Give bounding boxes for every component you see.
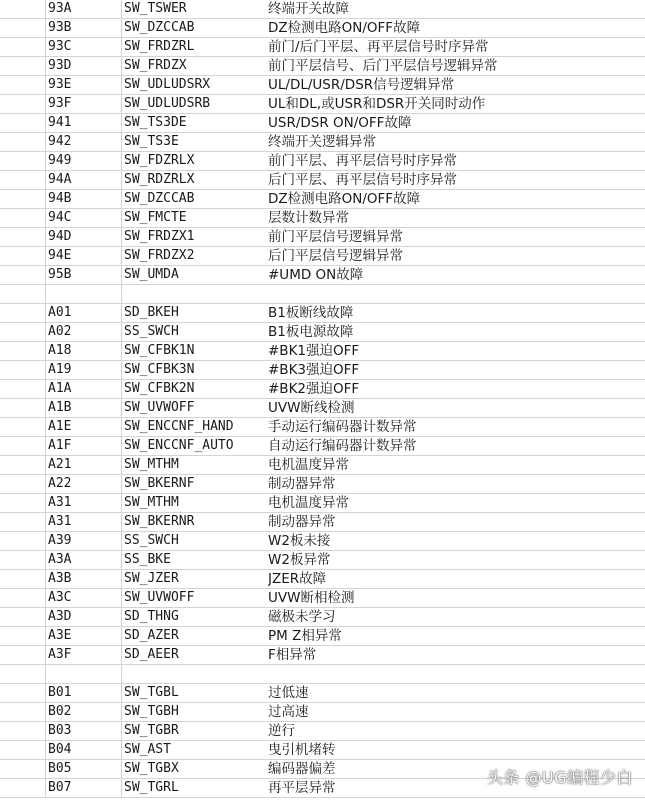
empty-cell	[0, 152, 45, 170]
signal-name-cell: SW_TGBX	[124, 761, 179, 776]
signal-name-cell: SW_FRDZRL	[124, 39, 195, 54]
empty-cell	[0, 779, 45, 797]
error-code-cell: B03	[48, 723, 72, 738]
description-cell: 过高速	[268, 704, 309, 720]
table-row	[0, 19, 645, 38]
table-row	[0, 665, 645, 684]
signal-name-cell: SW_FRDZX1	[124, 229, 195, 244]
signal-name-cell: SS_SWCH	[124, 324, 179, 339]
error-code-cell: A3D	[48, 609, 72, 624]
signal-name-cell: SW_TS3DE	[124, 115, 187, 130]
error-code-cell: B04	[48, 742, 72, 757]
table-row	[0, 399, 645, 418]
signal-name-cell: SW_AST	[124, 742, 171, 757]
empty-cell	[0, 38, 45, 56]
signal-name-cell: SW_CFBK1N	[124, 343, 195, 358]
error-code-cell	[48, 665, 120, 683]
table-row	[0, 570, 645, 589]
empty-cell	[0, 95, 45, 113]
signal-name-cell	[124, 665, 264, 683]
description-cell: #BK3强迫OFF	[268, 362, 360, 378]
signal-name-cell: SW_ENCCNF_AUTO	[124, 438, 234, 453]
empty-cell	[0, 456, 45, 474]
error-code-cell: 93D	[48, 58, 72, 73]
empty-cell	[0, 551, 45, 569]
table-row	[0, 380, 645, 399]
signal-name-cell: SW_MTHM	[124, 495, 179, 510]
error-code-cell: A3F	[48, 647, 72, 662]
description-cell: JZER故障	[268, 571, 327, 587]
empty-cell	[0, 665, 45, 683]
description-cell	[268, 285, 645, 303]
table-row	[0, 209, 645, 228]
empty-cell	[0, 741, 45, 759]
table-row	[0, 38, 645, 57]
signal-name-cell: SW_ENCCNF_HAND	[124, 419, 234, 434]
table-row	[0, 95, 645, 114]
empty-cell	[0, 570, 45, 588]
table-row	[0, 456, 645, 475]
signal-name-cell: SD_AEER	[124, 647, 179, 662]
empty-cell	[0, 760, 45, 778]
table-row	[0, 608, 645, 627]
error-code-cell: A21	[48, 457, 72, 472]
description-cell: 后门平层、再平层信号时序异常	[268, 172, 457, 188]
description-cell: 过低速	[268, 685, 309, 701]
error-code-cell: A3E	[48, 628, 72, 643]
error-code-cell: A39	[48, 533, 72, 548]
table-row	[0, 475, 645, 494]
table-row	[0, 285, 645, 304]
signal-name-cell: SW_BKERNF	[124, 476, 195, 491]
description-cell: UL和DL,或USR和DSR开关同时动作	[268, 96, 486, 112]
empty-cell	[0, 304, 45, 322]
empty-cell	[0, 342, 45, 360]
description-cell: USR/DSR ON/OFF故障	[268, 115, 412, 131]
table-row	[0, 57, 645, 76]
signal-name-cell: SW_UMDA	[124, 267, 179, 282]
error-code-cell: A02	[48, 324, 72, 339]
empty-cell	[0, 76, 45, 94]
empty-cell	[0, 475, 45, 493]
empty-cell	[0, 684, 45, 702]
error-code-cell: A1A	[48, 381, 72, 396]
error-code-cell: B07	[48, 780, 72, 795]
error-code-cell: 93B	[48, 20, 72, 35]
signal-name-cell: SS_SWCH	[124, 533, 179, 548]
error-code-cell	[48, 285, 120, 303]
empty-cell	[0, 19, 45, 37]
empty-cell	[0, 323, 45, 341]
signal-name-cell: SW_TGRL	[124, 780, 179, 795]
description-cell: 电机温度异常	[268, 457, 349, 473]
description-cell: UL/DL/USR/DSR信号逻辑异常	[268, 77, 455, 93]
error-code-cell: A1F	[48, 438, 72, 453]
empty-cell	[0, 703, 45, 721]
empty-cell	[0, 722, 45, 740]
table-row	[0, 76, 645, 95]
signal-name-cell: SW_TSWER	[124, 1, 187, 16]
error-code-cell: 93E	[48, 77, 72, 92]
description-cell: 再平层异常	[268, 780, 336, 796]
table-row	[0, 722, 645, 741]
table-row	[0, 342, 645, 361]
description-cell: 编码器偏差	[268, 761, 336, 777]
signal-name-cell: SW_UVWOFF	[124, 400, 195, 415]
table-row	[0, 494, 645, 513]
table-row	[0, 741, 645, 760]
empty-cell	[0, 57, 45, 75]
description-cell: 层数计数异常	[268, 210, 349, 226]
empty-cell	[0, 171, 45, 189]
table-row	[0, 551, 645, 570]
signal-name-cell: SW_TGBR	[124, 723, 179, 738]
error-code-cell: A1B	[48, 400, 72, 415]
error-code-cell: A01	[48, 305, 72, 320]
description-cell: PM Z相异常	[268, 628, 342, 644]
empty-cell	[0, 133, 45, 151]
description-cell: 逆行	[268, 723, 295, 739]
error-code-cell: 94A	[48, 172, 72, 187]
empty-cell	[0, 494, 45, 512]
error-code-cell: B05	[48, 761, 72, 776]
error-code-cell: A31	[48, 514, 72, 529]
signal-name-cell: SD_BKEH	[124, 305, 179, 320]
empty-cell	[0, 627, 45, 645]
empty-cell	[0, 380, 45, 398]
table-row	[0, 627, 645, 646]
description-cell: B1板断线故障	[268, 305, 354, 321]
error-code-cell: 93C	[48, 39, 72, 54]
error-code-cell: A19	[48, 362, 72, 377]
description-cell: 制动器异常	[268, 514, 336, 530]
error-code-cell: A18	[48, 343, 72, 358]
signal-name-cell: SW_UVWOFF	[124, 590, 195, 605]
error-code-cell: A3C	[48, 590, 72, 605]
description-cell: #BK1强迫OFF	[268, 343, 360, 359]
table-row	[0, 361, 645, 380]
signal-name-cell: SW_FRDZX	[124, 58, 187, 73]
table-row	[0, 114, 645, 133]
empty-cell	[0, 190, 45, 208]
signal-name-cell: SS_BKE	[124, 552, 171, 567]
description-cell: 终端开关逻辑异常	[268, 134, 376, 150]
description-cell: B1板电源故障	[268, 324, 354, 340]
empty-cell	[0, 209, 45, 227]
table-row	[0, 532, 645, 551]
table-row	[0, 684, 645, 703]
signal-name-cell	[124, 285, 264, 303]
error-code-cell: A22	[48, 476, 72, 491]
description-cell: 前门平层信号、后门平层信号逻辑异常	[268, 58, 498, 74]
error-code-cell: 942	[48, 134, 72, 149]
signal-name-cell: SW_JZER	[124, 571, 179, 586]
description-cell: 制动器异常	[268, 476, 336, 492]
error-code-cell: 941	[48, 115, 72, 130]
description-cell: W2板未接	[268, 533, 331, 549]
table-row	[0, 228, 645, 247]
description-cell: UVW断线检测	[268, 400, 355, 416]
signal-name-cell: SD_THNG	[124, 609, 179, 624]
signal-name-cell: SW_DZCCAB	[124, 20, 195, 35]
description-cell: #UMD ON故障	[268, 267, 364, 283]
table-row	[0, 247, 645, 266]
error-code-cell: A3A	[48, 552, 72, 567]
table-row	[0, 418, 645, 437]
description-cell: W2板异常	[268, 552, 331, 568]
signal-name-cell: SW_TGBL	[124, 685, 179, 700]
table-row	[0, 152, 645, 171]
empty-cell	[0, 418, 45, 436]
description-cell: 前门平层信号逻辑异常	[268, 229, 403, 245]
error-code-cell: A31	[48, 495, 72, 510]
signal-name-cell: SW_TS3E	[124, 134, 179, 149]
empty-cell	[0, 608, 45, 626]
empty-cell	[0, 437, 45, 455]
error-code-cell: 949	[48, 153, 72, 168]
signal-name-cell: SW_BKERNR	[124, 514, 195, 529]
description-cell: 后门平层信号逻辑异常	[268, 248, 403, 264]
table-row	[0, 513, 645, 532]
empty-cell	[0, 589, 45, 607]
empty-cell	[0, 0, 45, 18]
signal-name-cell: SW_CFBK2N	[124, 381, 195, 396]
description-cell: 终端开关故障	[268, 1, 349, 17]
table-row	[0, 133, 645, 152]
error-code-cell: A1E	[48, 419, 72, 434]
description-cell: #BK2强迫OFF	[268, 381, 360, 397]
empty-cell	[0, 228, 45, 246]
table-row	[0, 0, 645, 19]
signal-name-cell: SW_UDLUDSRB	[124, 96, 211, 111]
description-cell: DZ检测电路ON/OFF故障	[268, 20, 421, 36]
error-code-cell: A3B	[48, 571, 72, 586]
watermark: 头条 @UG编程少白	[486, 768, 633, 787]
signal-name-cell: SW_TGBH	[124, 704, 179, 719]
empty-cell	[0, 646, 45, 664]
empty-cell	[0, 532, 45, 550]
empty-cell	[0, 247, 45, 265]
description-cell: 磁极未学习	[268, 609, 336, 625]
error-code-cell: B01	[48, 685, 72, 700]
signal-name-cell: SD_AZER	[124, 628, 179, 643]
table-row	[0, 589, 645, 608]
table-row	[0, 437, 645, 456]
signal-name-cell: SW_MTHM	[124, 457, 179, 472]
error-code-cell: 94D	[48, 229, 72, 244]
description-cell: UVW断相检测	[268, 590, 355, 606]
error-code-cell: 94E	[48, 248, 72, 263]
table-row	[0, 266, 645, 285]
table-row	[0, 190, 645, 209]
description-cell: 前门平层、再平层信号时序异常	[268, 153, 457, 169]
error-code-cell: B02	[48, 704, 72, 719]
error-code-cell: 93A	[48, 1, 72, 16]
error-code-cell: 93F	[48, 96, 72, 111]
description-cell: DZ检测电路ON/OFF故障	[268, 191, 421, 207]
description-cell: 电机温度异常	[268, 495, 349, 511]
signal-name-cell: SW_FRDZX2	[124, 248, 195, 263]
error-code-cell: 94B	[48, 191, 72, 206]
signal-name-cell: SW_RDZRLX	[124, 172, 195, 187]
empty-cell	[0, 114, 45, 132]
table-row	[0, 323, 645, 342]
description-cell: 前门/后门平层、再平层信号时序异常	[268, 39, 489, 55]
error-code-cell: 95B	[48, 267, 72, 282]
description-cell: F相异常	[268, 647, 317, 663]
description-cell: 手动运行编码器计数异常	[268, 419, 417, 435]
signal-name-cell: SW_CFBK3N	[124, 362, 195, 377]
description-cell	[268, 665, 645, 683]
signal-name-cell: SW_FMCTE	[124, 210, 187, 225]
empty-cell	[0, 513, 45, 531]
signal-name-cell: SW_DZCCAB	[124, 191, 195, 206]
signal-name-cell: SW_FDZRLX	[124, 153, 195, 168]
empty-cell	[0, 361, 45, 379]
table-row	[0, 646, 645, 665]
empty-cell	[0, 399, 45, 417]
table-row	[0, 703, 645, 722]
description-cell: 曳引机堵转	[268, 742, 336, 758]
description-cell: 自动运行编码器计数异常	[268, 438, 417, 454]
empty-cell	[0, 266, 45, 284]
signal-name-cell: SW_UDLUDSRX	[124, 77, 211, 92]
table-row	[0, 304, 645, 323]
error-code-cell: 94C	[48, 210, 72, 225]
table-row	[0, 171, 645, 190]
empty-cell	[0, 285, 45, 303]
